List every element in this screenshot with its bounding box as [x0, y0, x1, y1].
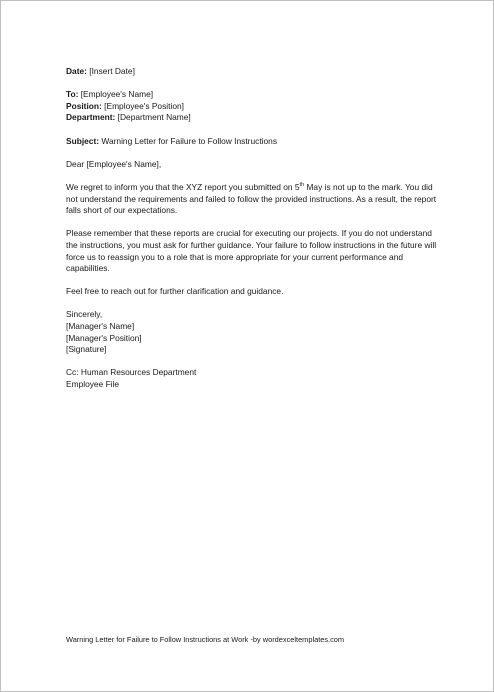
- date-value: [Insert Date]: [86, 66, 135, 76]
- department-line: [66, 112, 438, 124]
- position-line: [66, 101, 438, 113]
- cc-line-1: Cc: Human Resources Department: [66, 367, 197, 378]
- salutation: Dear [Employee's Name],: [66, 158, 162, 169]
- to-value: [Employee's Name]: [78, 89, 154, 100]
- cc-line-2: Employee File: [66, 379, 120, 390]
- paragraph-1-part-1: We regret to inform you that the XYZ report you submitted on 5: [66, 181, 300, 192]
- page-footer: Warning Letter for Failure to Follow Instructions at Work -by wordexceltemplates.com: [66, 635, 345, 644]
- paragraph-1-part-2: May is not up to the mark. You did not understand the requirements and failed to follow the provided instructions. As a result, the report falls short of our expectations.: [66, 181, 437, 216]
- paragraph-2: Please remember that these reports are crucial for executing our projects. If you do not understand the instructions, you must ask for further guidance. Your failure to follow instructions in the future will force us to reassign you to a role that is more appropriate for your current performance and capabilities.: [66, 228, 437, 274]
- position-label: Position:: [66, 100, 102, 111]
- manager-name: [Manager's Name]: [66, 321, 135, 332]
- department-label: Department:: [66, 112, 116, 123]
- to-line: [66, 89, 438, 101]
- department-value: [Department Name]: [115, 112, 191, 123]
- paragraph-1-superscript: th: [299, 182, 305, 189]
- closing: Sincerely,: [66, 309, 103, 320]
- subject-line: [66, 136, 438, 148]
- subject-value: Warning Letter for Failure to Follow Instructions: [99, 135, 278, 146]
- subject-label: Subject:: [66, 135, 100, 146]
- position-value: [Employee's Position]: [101, 100, 184, 111]
- date-label: Date:: [66, 66, 87, 76]
- date-line: [66, 66, 438, 78]
- paragraph-3: Feel free to reach out for further clarification and guidance.: [66, 286, 284, 297]
- paragraph-1: [66, 182, 438, 217]
- letter-body: [66, 66, 438, 391]
- to-label: To:: [66, 89, 79, 100]
- manager-position: [Manager's Position]: [66, 332, 142, 343]
- signature: [Signature]: [66, 344, 107, 355]
